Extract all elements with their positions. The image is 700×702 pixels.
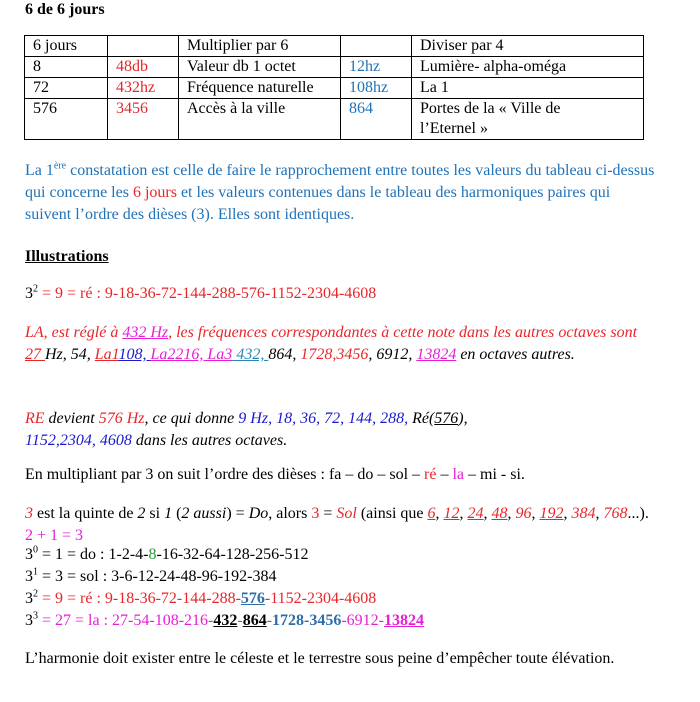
text: 3	[25, 546, 33, 563]
table-cell: 72	[25, 78, 108, 99]
text: 576	[434, 410, 459, 427]
table-cell	[179, 57, 341, 78]
table-cell: 8	[25, 57, 108, 78]
text: 13824	[416, 346, 457, 363]
text: 768	[603, 505, 628, 522]
power-line-1	[25, 568, 276, 586]
text: dans les autres octaves.	[131, 432, 288, 449]
text: 576	[240, 590, 265, 607]
text: 8	[148, 546, 157, 563]
text: 2	[137, 505, 146, 522]
table-cell: La 1	[412, 78, 644, 99]
line-re	[25, 285, 376, 303]
table-cell	[108, 36, 179, 57]
text: 192	[539, 505, 564, 522]
text: 24	[467, 505, 484, 522]
text: 108,	[118, 346, 151, 363]
text: 2 + 1 = 3	[25, 527, 84, 544]
text: = 1 = do : 1-2-4-	[38, 546, 149, 563]
text: La2	[150, 346, 176, 363]
table-header-row	[25, 36, 644, 57]
superscript: 3	[33, 610, 38, 622]
text: 1152,2304, 4608	[25, 432, 132, 449]
text: ) =	[226, 505, 249, 522]
text: 6 jours	[132, 184, 177, 201]
table-cell-text: Valeur db 1 octet	[187, 58, 296, 75]
text: 1728,3456	[300, 346, 369, 363]
text: LA, est réglé à	[25, 324, 123, 341]
text: = 27 = la : 27-54-108-216-	[38, 612, 214, 629]
table-cell: Lumière- alpha-oméga	[412, 57, 644, 78]
superscript: 2	[33, 283, 38, 295]
text: ,	[507, 505, 516, 522]
text: (ainsi que	[356, 505, 428, 522]
text: ...).	[627, 505, 649, 522]
text: ,	[595, 505, 604, 522]
table-cell: 864	[341, 99, 412, 140]
text: Sol	[336, 505, 357, 522]
table-cell: 48db	[108, 57, 179, 78]
text: 3	[311, 505, 320, 522]
text: 96	[515, 505, 532, 522]
text: ),	[458, 410, 468, 427]
text: 1728-3456	[272, 612, 342, 629]
text: Hz	[150, 324, 169, 341]
text: – mi - si.	[464, 466, 525, 483]
text: 432	[122, 324, 151, 341]
text: , ce qui donne	[144, 410, 239, 427]
text: 432	[213, 612, 238, 629]
text: 3	[25, 612, 33, 629]
text: 48	[491, 505, 508, 522]
text: 27	[25, 346, 45, 363]
table-cell-line: l’Eternel »	[420, 120, 488, 137]
table-row	[25, 78, 644, 99]
text: et les valeurs contenues dans le tableau des harmoniques paires qui suivent l’ordre des dièses (3). Elles sont identiques.	[25, 184, 611, 223]
table-row	[25, 57, 644, 78]
text: si	[145, 505, 165, 522]
text: -6912-	[341, 612, 384, 629]
text: RE	[25, 410, 45, 427]
page-title: 6 de 6 jours	[25, 1, 105, 18]
table-cell: 3456	[108, 99, 179, 140]
text: est la quinte de	[33, 505, 138, 522]
superscript: 2	[33, 588, 38, 600]
text: ,	[483, 505, 492, 522]
paragraph-constatation	[25, 160, 655, 226]
text: ,	[459, 505, 468, 522]
text: ,	[563, 505, 572, 522]
text: , alors	[268, 505, 312, 522]
text: 12	[443, 505, 460, 522]
text: -16-32-64-128-256-512	[156, 546, 309, 563]
table-cell: 576	[25, 99, 108, 140]
text: 216,	[175, 346, 208, 363]
superscript: 1	[33, 566, 38, 578]
table-cell	[341, 36, 412, 57]
text: ,	[435, 505, 444, 522]
text: Ré(	[412, 410, 435, 427]
text: Do	[248, 505, 269, 522]
text: devient	[44, 410, 99, 427]
table-cell	[412, 99, 644, 140]
text: 3	[25, 505, 33, 522]
table-cell: Diviser par 4	[412, 36, 644, 57]
text: 9 Hz, 18, 36, 72, 144, 288,	[238, 410, 413, 427]
text: 3	[25, 590, 33, 607]
text: =	[319, 505, 337, 522]
text: 6	[427, 505, 436, 522]
text: la	[452, 466, 465, 483]
paragraph-re	[25, 408, 655, 452]
table-row	[25, 99, 644, 140]
text: , les fréquences correspondantes à cette note dans les autres octaves sont	[168, 324, 638, 341]
text: La3	[207, 346, 233, 363]
text: 432,	[232, 346, 269, 363]
text: = 9 = ré : 9-18-36-72-144-288-	[38, 590, 241, 607]
text: 864	[242, 612, 267, 629]
text: –	[436, 466, 453, 483]
table-cell: Accès à la ville	[179, 99, 341, 140]
text: (	[172, 505, 182, 522]
paragraph-la	[25, 322, 655, 366]
table-cell: 108hz	[341, 78, 412, 99]
table-cell: 6 jours	[25, 36, 108, 57]
text: -	[266, 612, 273, 629]
power-line-2	[25, 590, 376, 608]
text: = 9 = ré : 9-18-36-72-144-288-576-1152-2304-4608	[38, 285, 377, 302]
table-cell: 12hz	[341, 57, 412, 78]
data-table	[24, 35, 644, 140]
text: = 3 = sol : 3-6-12-24-48-96-192-384	[38, 568, 277, 585]
superscript: ère	[53, 160, 67, 172]
text: 576 Hz	[98, 410, 145, 427]
paragraph-harmonie: L’harmonie doit exister entre le céleste et le terrestre sous peine d’empêcher toute élévation.	[25, 650, 615, 667]
text: 864,	[268, 346, 301, 363]
table-cell: Multiplier par 6	[179, 36, 341, 57]
text: Hz, 54,	[45, 346, 95, 363]
power-line-3	[25, 612, 424, 630]
text: 3	[25, 568, 33, 585]
text: 1	[164, 505, 173, 522]
power-line-0	[25, 546, 308, 564]
text: ,	[531, 505, 540, 522]
text: 3	[25, 285, 33, 302]
text: La1	[94, 346, 119, 363]
text: constatation est celle de faire le rapprochement entre toutes les valeurs du tableau ci-dessus qui concerne les	[25, 162, 655, 201]
text: , 6912,	[368, 346, 417, 363]
paragraph-quinte	[25, 503, 655, 547]
text: en octaves autres.	[456, 346, 575, 363]
table-cell: 432hz	[108, 78, 179, 99]
text: 13824	[384, 612, 424, 629]
text: 384	[571, 505, 596, 522]
table-cell: Fréquence naturelle	[179, 78, 341, 99]
text: 2 aussi	[181, 505, 227, 522]
section-heading: Illustrations	[25, 248, 109, 265]
text: -	[237, 612, 243, 629]
superscript: 0	[33, 544, 38, 556]
text: La 1	[25, 162, 54, 179]
line-multiplication	[25, 466, 525, 484]
text: ré	[424, 466, 437, 483]
text: -1152-2304-4608	[264, 590, 377, 607]
text: En multipliant par 3 on suit l’ordre des dièses : fa – do – sol –	[25, 466, 425, 483]
table-cell-line: Portes de la « Ville de	[420, 100, 561, 117]
